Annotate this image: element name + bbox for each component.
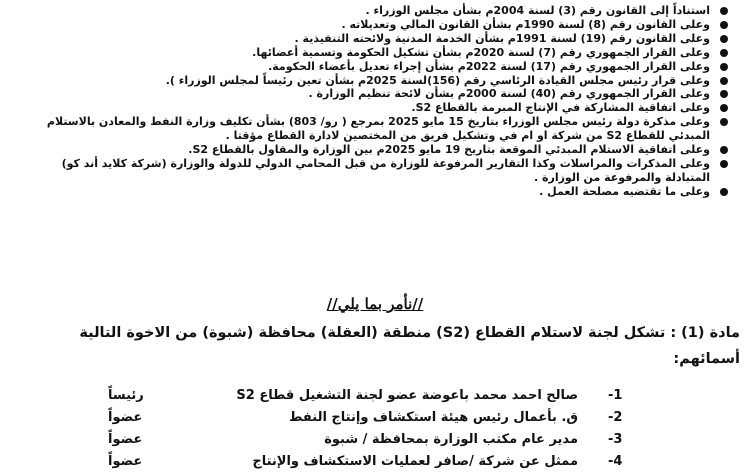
member-name: ق. بأعمال رئيس هيئة استكشاف وإنتاج النفط xyxy=(288,410,578,425)
bullet-icon xyxy=(720,188,728,196)
committee-members-list xyxy=(0,385,750,473)
bullet-icon xyxy=(720,35,728,43)
preamble-item: وعلى القرار الجمهوري رقم (7) لسنة 2020م بشأن تشكيل الحكومة وتسمية أعضائها. xyxy=(40,46,728,60)
preamble-item: وعلى المذكرات والمراسلات وكذا التقارير المرفوعة للوزارة من قبل المحامي الدولي للدولة والوزارة (شركة كلايد أند كو) المتبادلة والمرفوعة من الوزارة . xyxy=(40,157,728,185)
member-name: صالح احمد محمد باعوضة عضو لجنة التشغيل قطاع S2 xyxy=(236,388,578,403)
bullet-icon xyxy=(720,90,728,98)
member-role: عضواً xyxy=(108,410,143,425)
preamble-item: وعلى القانون رقم (8) لسنة 1990م بشأن القانون المالي وتعديلاته . xyxy=(40,18,728,32)
member-number: -2 xyxy=(608,410,623,425)
preamble-item: وعلى القرار الجمهوري رقم (17) لسنة 2022م بشأن إجراء تعديل بأعضاء الحكومة. xyxy=(40,60,728,74)
bullet-icon xyxy=(720,49,728,57)
bullet-icon xyxy=(720,21,728,29)
bullet-icon xyxy=(720,160,728,168)
preamble-item: استناداً إلى القانون رقم (3) لسنة 2004م بشأن مجلس الوزراء . xyxy=(40,4,728,18)
preamble-item: وعلى ما تقتضيه مصلحة العمل . xyxy=(40,185,728,199)
member-number: -3 xyxy=(608,432,623,447)
preamble-item: وعلى القانون رقم (19) لسنة 1991م بشأن الخدمة المدنية ولائحته التنفيذية . xyxy=(40,32,728,46)
member-number: -1 xyxy=(608,388,623,403)
member-row xyxy=(0,407,750,429)
member-name: ممثل عن شركة /صافر لعمليات الاستكشاف والإنتاج xyxy=(252,454,578,469)
bullet-icon xyxy=(720,104,728,112)
preamble-item: وعلى القرار الجمهوري رقم (40) لسنة 2000م بشأن لائحة تنظيم الوزارة . xyxy=(40,87,728,101)
preamble-item: وعلى قرار رئيس مجلس القيادة الرئاسي رقم (156)لسنة 2025م بشأن تعين رئيساً لمجلس الوزراء ). xyxy=(40,74,728,88)
preamble-list xyxy=(40,4,728,199)
bullet-icon xyxy=(720,77,728,85)
bullet-icon xyxy=(720,118,728,126)
member-row xyxy=(0,385,750,407)
member-row xyxy=(0,429,750,451)
article-1: مادة (1) : تشكل لجنة لاستلام القطاع (S2) منطقة (العقلة) محافظة (شبوة) من الاخوة التالية أسمائهم: xyxy=(79,325,740,367)
preamble-item: وعلى مذكرة دولة رئيس مجلس الوزراء بتاريخ 15 مايو 2025 بمرجع ( رو/ 803) بشأن تكليف وزارة النفط والمعادن بالاستلام المبدئي للقطاع S2 من شركة او ام في وتشكيل فريق من المختصين لادارة القطاع مؤقتا . xyxy=(40,115,728,143)
bullet-icon xyxy=(720,7,728,15)
bullet-icon xyxy=(720,63,728,71)
member-name: مدير عام مكتب الوزارة بمحافظة / شبوة xyxy=(324,432,578,447)
order-heading: //نأمر بما يلي// xyxy=(326,295,424,313)
member-role: عضواً xyxy=(108,454,143,469)
preamble-item: وعلى اتفاقية المشاركة في الإنتاج المبرمة بالقطاع S2. xyxy=(40,101,728,115)
member-number: -4 xyxy=(608,454,623,469)
bullet-icon xyxy=(720,146,728,154)
preamble-item: وعلى اتفاقية الاستلام المبدئي الموقعة بتاريخ 19 مايو 2025م بين الوزارة والمقاول بالقطاع S2. xyxy=(40,143,728,157)
member-role: رئيساً xyxy=(108,388,144,403)
member-role: عضواً xyxy=(108,432,143,447)
